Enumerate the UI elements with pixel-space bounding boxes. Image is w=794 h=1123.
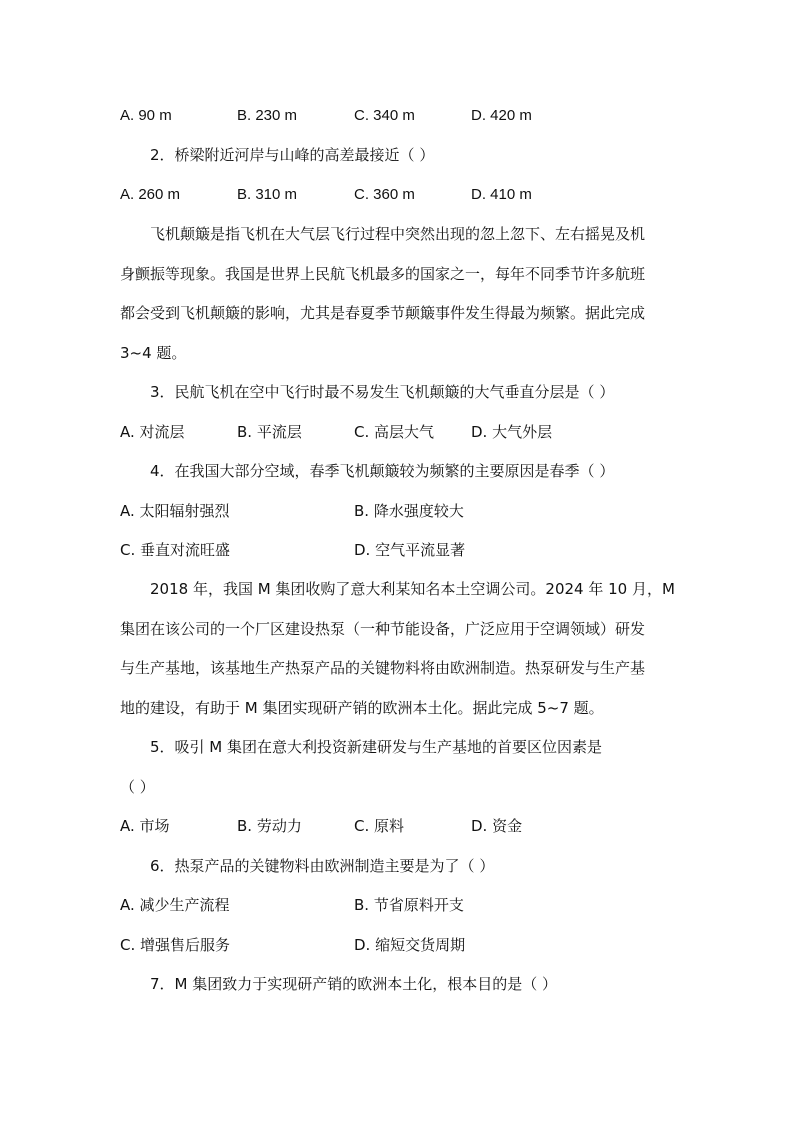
q1-option-a: A. 90 m <box>120 107 172 124</box>
q6-option-a: A. 减少生产流程 <box>120 896 230 914</box>
q4-stem: 4．在我国大部分空域，春季飞机颠簸较为频繁的主要原因是春季（ ） <box>150 462 615 480</box>
q1-option-c: C. 340 m <box>354 107 415 124</box>
q2-option-a: A. 260 m <box>120 186 181 203</box>
q3-option-d: D. 大气外层 <box>471 423 553 441</box>
q2-stem: 2．桥梁附近河岸与山峰的高差最接近（ ） <box>150 146 435 164</box>
q3-option-c: C. 高层大气 <box>354 423 435 441</box>
passage2-line-2: 集团在该公司的一个厂区建设热泵（一种节能设备，广泛应用于空调领域）研发 <box>120 620 646 638</box>
q1-option-d: D. 420 m <box>471 107 532 124</box>
q6-option-c: C. 增强售后服务 <box>120 936 231 954</box>
q7-stem: 7．M 集团致力于实现研产销的欧洲本土化，根本目的是（ ） <box>150 975 558 993</box>
q6-option-b: B. 节省原料开支 <box>354 896 464 914</box>
q6-option-d: D. 缩短交货周期 <box>354 936 466 954</box>
q4-option-c: C. 垂直对流旺盛 <box>120 541 231 559</box>
q3-stem: 3．民航飞机在空中飞行时最不易发生飞机颠簸的大气垂直分层是（ ） <box>150 383 615 401</box>
passage2-line-1: 2018 年，我国 M 集团收购了意大利某知名本土空调公司。2024 年 10 月，M <box>150 580 675 598</box>
passage2-line-4: 地的建设，有助于 M 集团实现研产销的欧洲本土化。据此完成 5~7 题。 <box>120 699 604 717</box>
q2-option-c: C. 360 m <box>354 186 415 203</box>
q4-option-d: D. 空气平流显著 <box>354 541 466 559</box>
q3-option-a: A. 对流层 <box>120 423 185 441</box>
passage2-line-3: 与生产基地，该基地生产热泵产品的关键物料将由欧洲制造。热泵研发与生产基 <box>120 659 646 677</box>
passage1-line-4: 3~4 题。 <box>120 344 187 362</box>
q5-stem-bracket: （ ） <box>120 778 155 796</box>
q5-option-c: C. 原料 <box>354 817 405 835</box>
q5-option-a: A. 市场 <box>120 817 170 835</box>
q5-option-d: D. 资金 <box>471 817 523 835</box>
q1-option-b: B. 230 m <box>237 107 298 124</box>
passage1-line-3: 都会受到飞机颠簸的影响，尤其是春夏季节颠簸事件发生得最为频繁。据此完成 <box>120 304 646 322</box>
passage1-line-2: 身颤振等现象。我国是世界上民航飞机最多的国家之一，每年不同季节许多航班 <box>120 265 646 283</box>
q4-option-a: A. 太阳辐射强烈 <box>120 502 230 520</box>
q5-stem: 5．吸引 M 集团在意大利投资新建研发与生产基地的首要区位因素是 <box>150 738 603 756</box>
q4-option-b: B. 降水强度较大 <box>354 502 464 520</box>
passage1-line-1: 飞机颠簸是指飞机在大气层飞行过程中突然出现的忽上忽下、左右摇晃及机 <box>150 225 646 243</box>
q3-option-b: B. 平流层 <box>237 423 302 441</box>
q6-stem: 6．热泵产品的关键物料由欧洲制造主要是为了（ ） <box>150 857 495 875</box>
q2-option-d: D. 410 m <box>471 186 532 203</box>
q5-option-b: B. 劳动力 <box>237 817 302 835</box>
q2-option-b: B. 310 m <box>237 186 298 203</box>
